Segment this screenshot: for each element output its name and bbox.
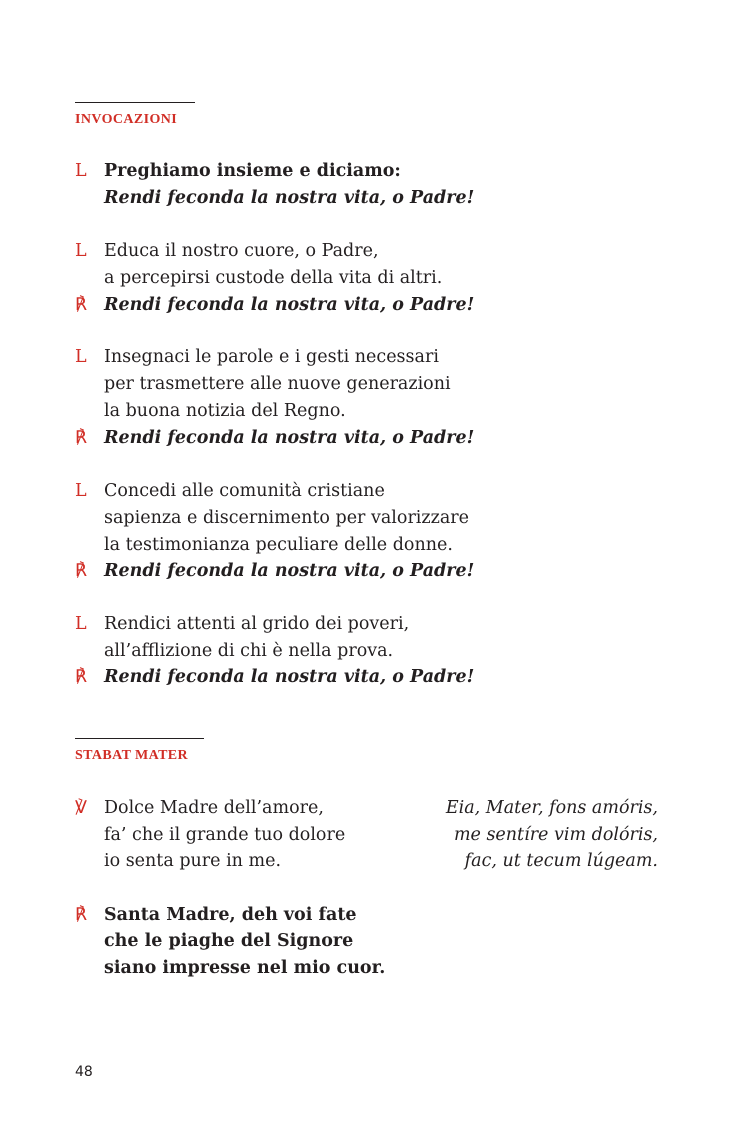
latin-line: Eia, Mater, fons amóris, — [445, 798, 658, 818]
prayer-line: sapienza e discernimento per valorizzare — [104, 508, 469, 528]
response-marker: ℟ — [75, 295, 87, 315]
section-title-stabat-mater: STABAT MATER — [75, 748, 189, 763]
verse-marker: ℣ — [75, 798, 87, 818]
reader-marker: L — [75, 347, 87, 367]
response-marker: ℟ — [75, 428, 87, 448]
prayer-line: Concedi alle comunità cristiane — [104, 481, 385, 501]
response-marker: ℟ — [75, 905, 87, 925]
section-title-invocazioni: INVOCAZIONI — [75, 112, 178, 127]
latin-line: fac, ut tecum lúgeam. — [464, 851, 658, 871]
intro-line: Preghiamo insieme e diciamo: — [104, 161, 401, 181]
prayer-line: per trasmettere alle nuove generazioni — [104, 374, 451, 394]
prayer-line: la buona notizia del Regno. — [104, 401, 346, 421]
section-rule-invocazioni — [75, 102, 195, 103]
response-line: che le piaghe del Signore — [104, 931, 354, 951]
response-line: Santa Madre, deh voi fate — [104, 905, 357, 925]
verse-line: io senta pure in me. — [104, 851, 282, 871]
reader-marker: L — [75, 481, 87, 501]
prayer-line: Rendici attenti al grido dei poveri, — [104, 614, 410, 634]
prayer-line: Educa il nostro cuore, o Padre, — [104, 241, 379, 261]
verse-line: Dolce Madre dell’amore, — [104, 798, 324, 818]
prayer-line: a percepirsi custode della vita di altri. — [104, 268, 443, 288]
response-marker: ℟ — [75, 561, 87, 581]
latin-line: me sentíre vim dolóris, — [453, 825, 658, 845]
response-line: siano impresse nel mio cuor. — [104, 958, 386, 978]
reader-marker: L — [75, 161, 87, 181]
response-marker: ℟ — [75, 667, 87, 687]
prayer-line: Insegnaci le parole e i gesti necessari — [104, 347, 439, 367]
prayer-response: Rendi feconda la nostra vita, o Padre! — [104, 667, 475, 687]
prayer-line: la testimonianza peculiare delle donne. — [104, 535, 453, 555]
prayer-response: Rendi feconda la nostra vita, o Padre! — [104, 428, 475, 448]
prayer-line: all’afflizione di chi è nella prova. — [104, 641, 394, 661]
section-rule-stabat-mater — [75, 738, 204, 739]
prayer-response: Rendi feconda la nostra vita, o Padre! — [104, 561, 475, 581]
page-number: 48 — [75, 1064, 93, 1080]
verse-line: fa’ che il grande tuo dolore — [104, 825, 346, 845]
reader-marker: L — [75, 241, 87, 261]
reader-marker: L — [75, 614, 87, 634]
intro-response: Rendi feconda la nostra vita, o Padre! — [104, 188, 475, 208]
prayer-response: Rendi feconda la nostra vita, o Padre! — [104, 295, 475, 315]
